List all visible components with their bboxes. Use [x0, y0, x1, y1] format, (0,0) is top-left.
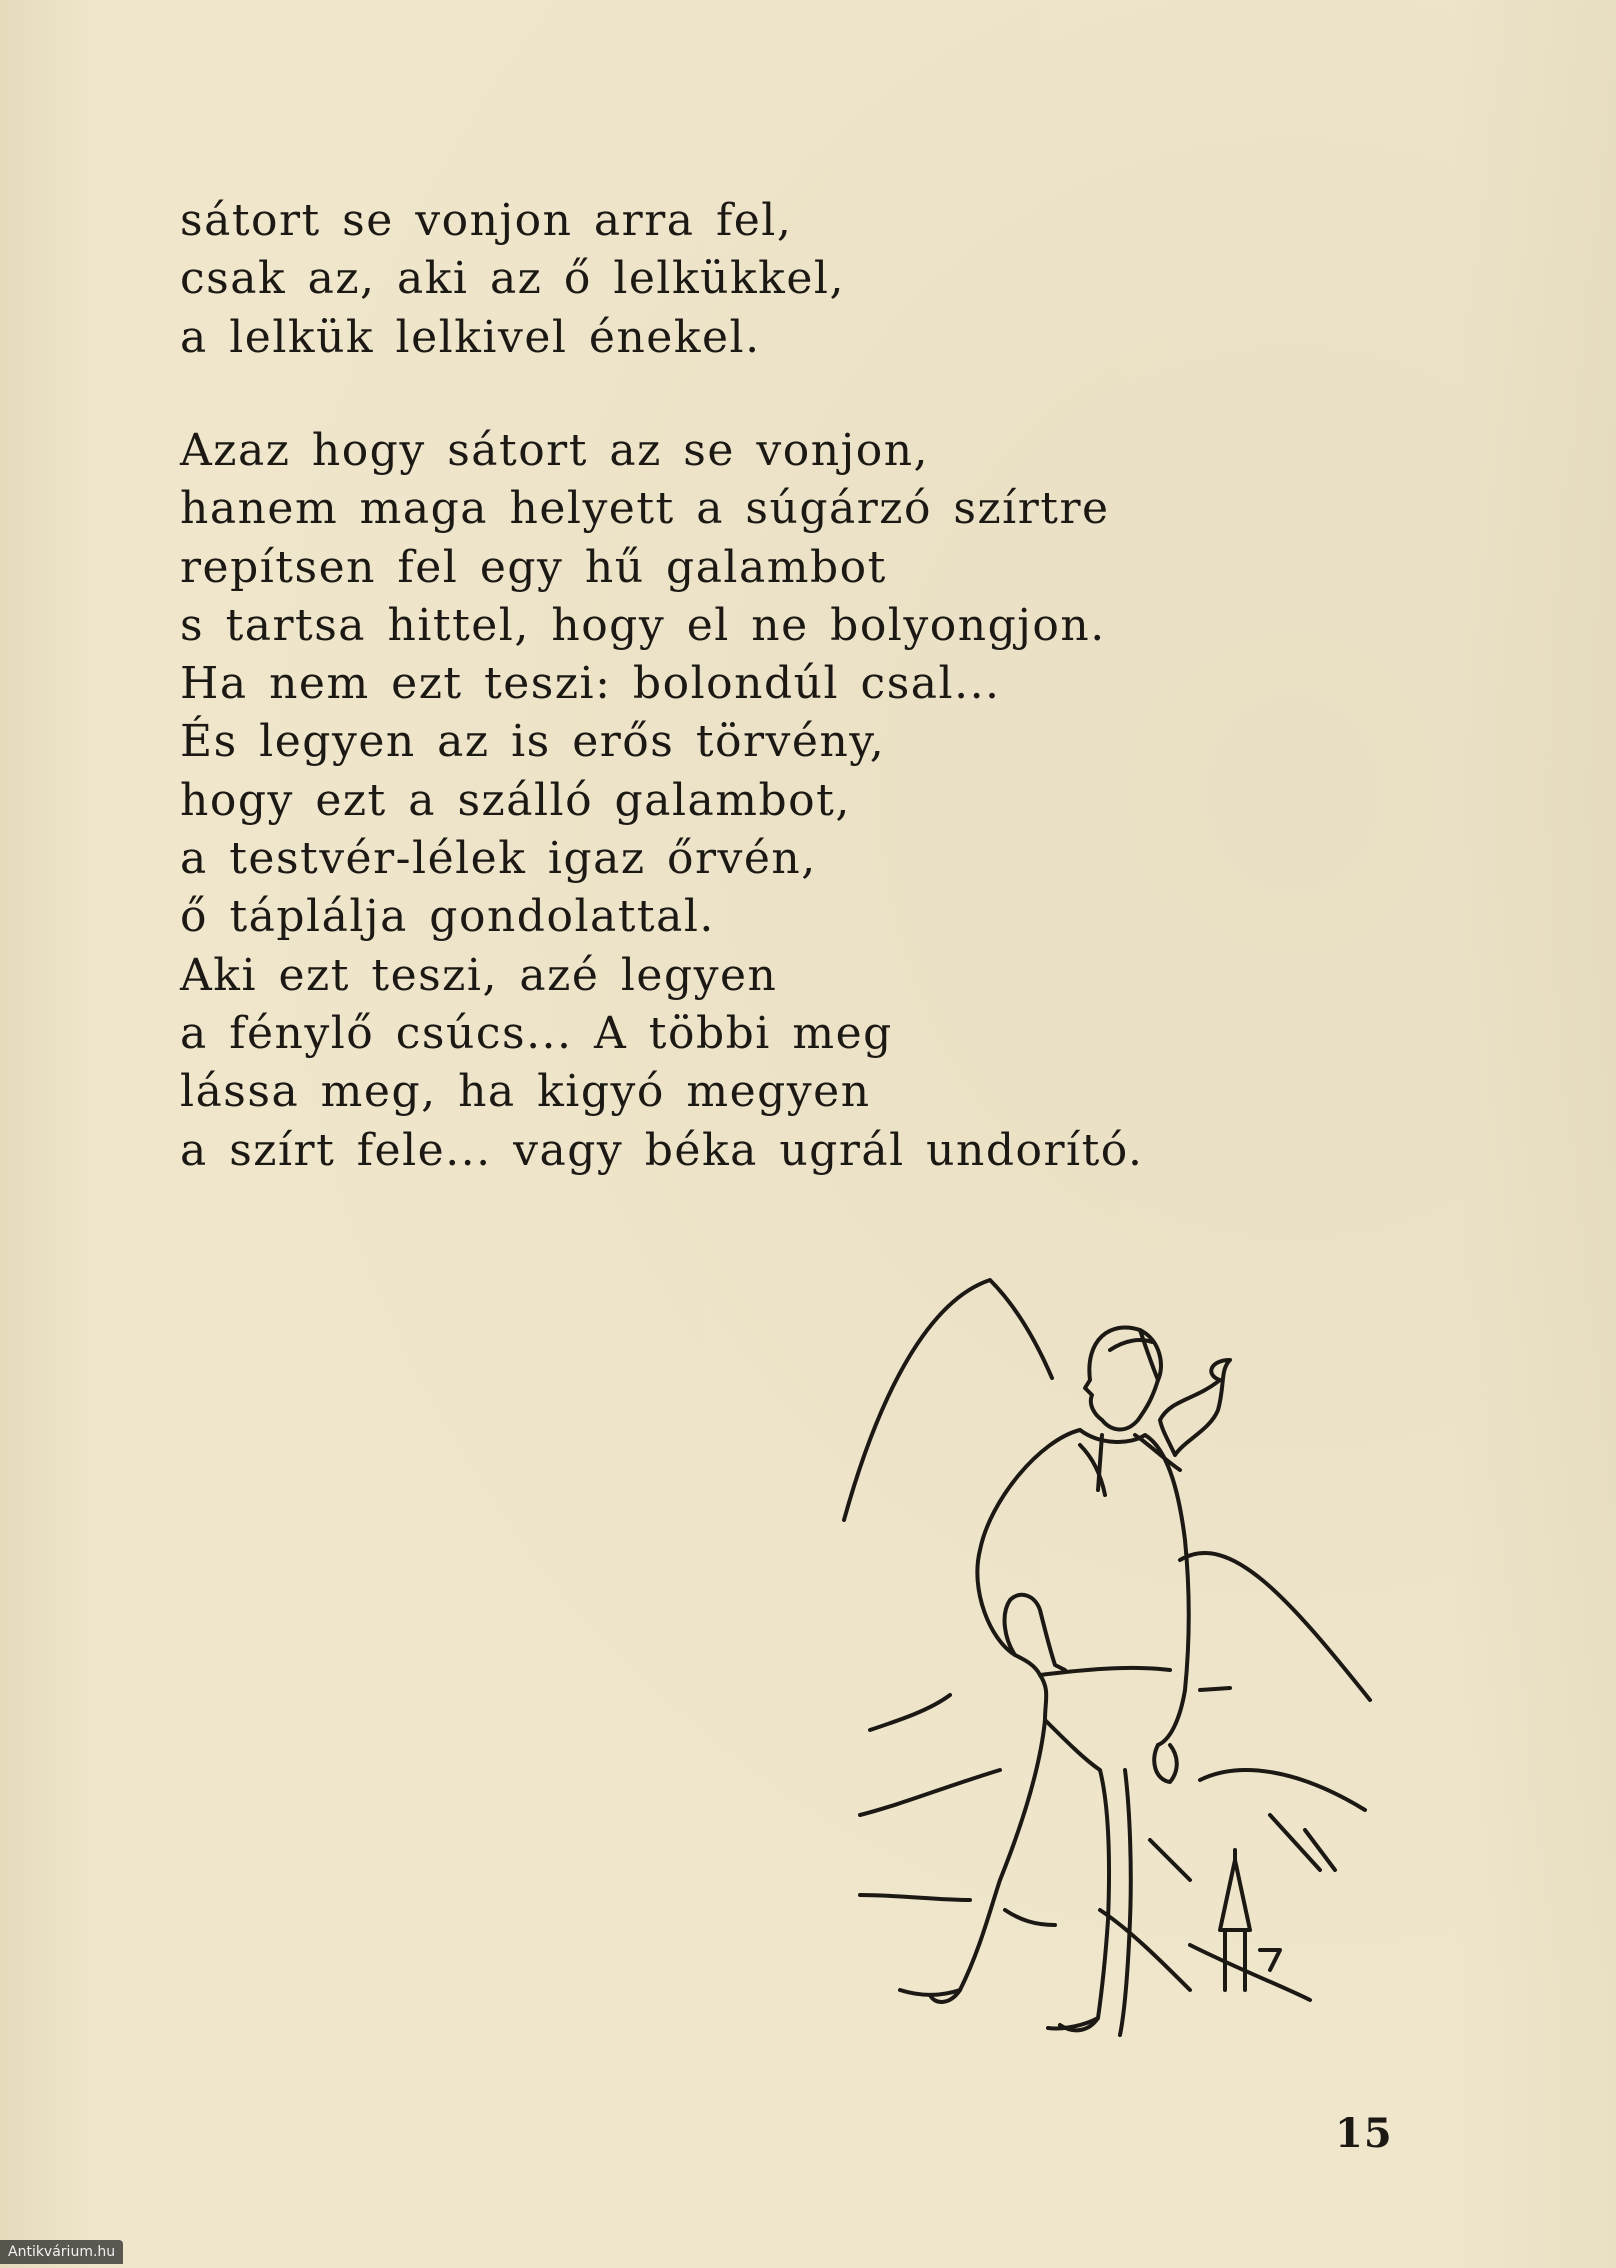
man-with-dove-illustration [840, 1270, 1380, 2060]
watermark: Antikvárium.hu [0, 2240, 123, 2264]
verse-line: Azaz hogy sátort az se vonjon, [180, 425, 930, 476]
verse-line: a testvér-lélek igaz őrvén, [180, 833, 817, 885]
poem-stanza-1 [180, 192, 845, 367]
mountain-line [1200, 1688, 1230, 1690]
verse-line: csak az, aki az ő lelkükkel, [180, 253, 845, 305]
poem-stanza-2 [180, 422, 1143, 1180]
verse-line: És legyen az is erős törvény, [180, 716, 886, 768]
mountain-line [1200, 1770, 1365, 1810]
figure-body [930, 1430, 1080, 2002]
sky-arc-line [844, 1280, 1052, 1520]
verse-line: lássa meg, ha kigyó megyen [180, 1066, 871, 1118]
verse-line: ő táplálja gondolattal. [180, 891, 715, 943]
verse-line: sátort se vonjon arra fel, [180, 195, 793, 246]
dove-icon [1160, 1360, 1230, 1455]
verse-line: a szírt fele... vagy béka ugrál undorító. [180, 1124, 1144, 1176]
verse-line: Aki ezt teszi, azé legyen [180, 949, 778, 1001]
chapel-icon [1220, 1850, 1280, 1990]
figure-hand [1005, 1595, 1065, 1670]
mountain-line [860, 1895, 970, 1900]
verse-line: s tartsa hittel, hogy el ne bolyongjon. [180, 599, 1106, 651]
mountain-line [1190, 1945, 1310, 2000]
mountain-line [1100, 1910, 1190, 1990]
mountain-line [870, 1695, 950, 1730]
hill-line [1180, 1553, 1370, 1700]
verse-line: a lelkük lelkivel énekel. [180, 311, 761, 363]
page-number: 15 [1335, 2110, 1393, 2157]
mountain-line [860, 1770, 1000, 1815]
verse-line: hogy ezt a szálló galambot, [180, 774, 851, 826]
verse-line: a fénylő csúcs... A többi meg [180, 1007, 893, 1059]
verse-line: Ha nem ezt teszi: bolondúl csal... [180, 658, 1001, 710]
verse-line: hanem maga helyett a súgárzó szírtre [180, 483, 1110, 535]
figure-leg [1045, 1720, 1109, 2030]
figure-hand [1154, 1745, 1177, 1782]
verse-line: repítsen fel egy hű galambot [180, 541, 887, 593]
mountain-line [1150, 1840, 1190, 1880]
mountain-line [1305, 1830, 1335, 1870]
